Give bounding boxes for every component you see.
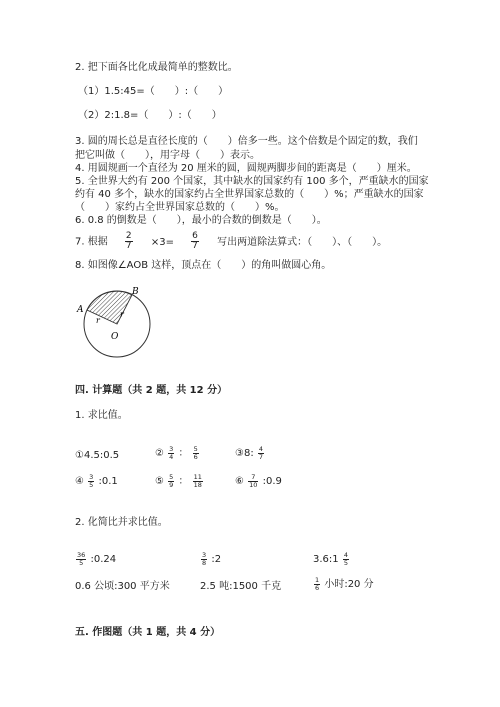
question-7-prefix: 7. 根据 [75, 236, 108, 248]
ratio-item-1: ①4.5:0.5 [75, 450, 120, 461]
fraction-numerator: 6 [192, 231, 198, 241]
fraction-denominator: 5 [89, 480, 94, 489]
fraction-numerator: 4 [343, 551, 348, 559]
simplify-item-4: 0.6 公顷:300 平方米 [75, 581, 170, 592]
question-5-line-3: （ ）家约占全世界国家总数的（ ）%。 [75, 202, 285, 213]
item-number: ⑤ [155, 476, 164, 487]
fraction [201, 552, 207, 566]
question-5-line-2: 约有 40 多个，缺水的国家约占全世界国家总数的（ ）%；严重缺水的国家 [75, 189, 424, 200]
simplify-item-6 [313, 577, 374, 592]
fraction-numerator: 5 [169, 473, 174, 481]
question-7-multiply: ×3= [150, 236, 174, 248]
section-4-question-2: 2. 化简比并求比值。 [75, 517, 168, 528]
item-number: ② [155, 448, 164, 459]
item-prefix: ③8: [235, 448, 254, 459]
fraction-denominator: 9 [169, 480, 174, 489]
ratio-item-6 [235, 474, 282, 489]
question-8: 8. 如图像∠AOB 这样，顶点在（ ）的角叫做圆心角。 [75, 260, 332, 271]
fraction [193, 446, 199, 460]
question-2-item-2: （2）2:1.8=（ ）:（ ） [78, 110, 222, 121]
question-3-line-1: 3. 圆的周长总是直径长度的（ ）倍多一些。这个倍数是个固定的数，我们 [75, 136, 418, 147]
fraction-denominator: 5 [343, 558, 348, 567]
label-r-right: r [120, 310, 124, 319]
question-2-title: 2. 把下面各比化成最简单的整数比。 [75, 62, 238, 73]
fraction-denominator: 7 [258, 452, 264, 461]
item-suffix: :0.1 [98, 476, 118, 487]
fraction-numerator: 3 [89, 473, 94, 481]
fraction [168, 446, 174, 460]
fraction-denominator: 4 [169, 452, 174, 461]
label-a: A [77, 305, 84, 315]
ratio-item-2 [155, 446, 200, 461]
fraction-denominator: 10 [249, 480, 258, 489]
fraction [193, 474, 203, 488]
central-angle-figure [72, 282, 162, 362]
fraction [88, 474, 94, 488]
ratio-item-3 [235, 446, 265, 461]
question-3-line-2: 把它叫做（ ），用字母（ ）表示。 [75, 150, 260, 161]
fraction [343, 552, 349, 566]
simplify-item-3 [313, 552, 350, 567]
question-4: 4. 用圆规画一个直径为 20 厘米的圆，圆规两脚步间的距离是（ ）厘米。 [75, 163, 417, 174]
item-number: ⑥ [235, 476, 244, 487]
fraction-numerator: 36 [77, 551, 86, 559]
item-suffix: :2 [211, 554, 222, 565]
fraction-denominator: 7 [192, 241, 198, 251]
label-o: O [111, 332, 119, 342]
question-7-fraction-2 [191, 232, 199, 251]
fraction-denominator: 6 [193, 452, 198, 461]
fraction-numerator: 3 [202, 551, 207, 559]
fraction-numerator: 1 [315, 576, 320, 584]
question-7 [75, 232, 387, 251]
fraction-numerator: 7 [248, 474, 258, 482]
fraction-numerator: 4 [258, 445, 264, 453]
ratio-item-5 [155, 474, 204, 489]
fraction-numerator: 5 [193, 445, 198, 453]
fraction-denominator: 18 [193, 480, 202, 489]
item-suffix: 小时:20 分 [324, 579, 374, 590]
fraction-denominator: 5 [79, 558, 84, 567]
fraction-denominator: 8 [202, 558, 207, 567]
section-4-title: 四. 计算题（共 2 题，共 12 分） [75, 385, 228, 396]
question-7-suffix: 写出两道除法算式：（ ）、（ ）。 [217, 236, 388, 248]
fraction [248, 474, 258, 488]
fraction [258, 446, 264, 460]
question-2-item-1: （1）1.5:45=（ ）:（ ） [78, 86, 229, 97]
fraction-denominator: 6 [315, 583, 320, 592]
question-7-fraction-1 [125, 232, 133, 251]
question-5-line-1: 5. 全世界大约有 200 个国家，其中缺水的国家约有 100 多个，严重缺水的国家 [75, 176, 429, 187]
fraction [314, 577, 320, 591]
fraction-numerator: 3 [169, 445, 174, 453]
sector-shading [87, 291, 132, 324]
simplify-item-5: 2.5 吨:1500 千克 [200, 581, 282, 592]
label-r-left: r [96, 316, 100, 325]
fraction [168, 474, 174, 488]
fraction-numerator: 2 [125, 231, 132, 241]
section-5-title: 五. 作图题（共 1 题，共 4 分） [75, 627, 221, 638]
fraction-denominator: 7 [125, 241, 132, 251]
item-prefix: 3.6:1 [313, 554, 339, 565]
item-suffix: :0.24 [90, 554, 117, 565]
ratio-colon: ： [178, 448, 189, 459]
question-6: 6. 0.8 的倒数是（ ），最小的合数的倒数是（ ）。 [75, 215, 327, 226]
fraction [76, 552, 86, 566]
fraction-numerator: 11 [193, 473, 202, 481]
label-b: B [132, 287, 139, 297]
item-number: ④ [75, 476, 84, 487]
simplify-item-1 [75, 552, 116, 567]
item-suffix: :0.9 [262, 476, 282, 487]
ratio-colon: ： [178, 476, 189, 487]
section-4-question-1: 1. 求比值。 [75, 410, 128, 421]
ratio-item-4 [75, 474, 118, 489]
simplify-item-2 [200, 552, 221, 567]
